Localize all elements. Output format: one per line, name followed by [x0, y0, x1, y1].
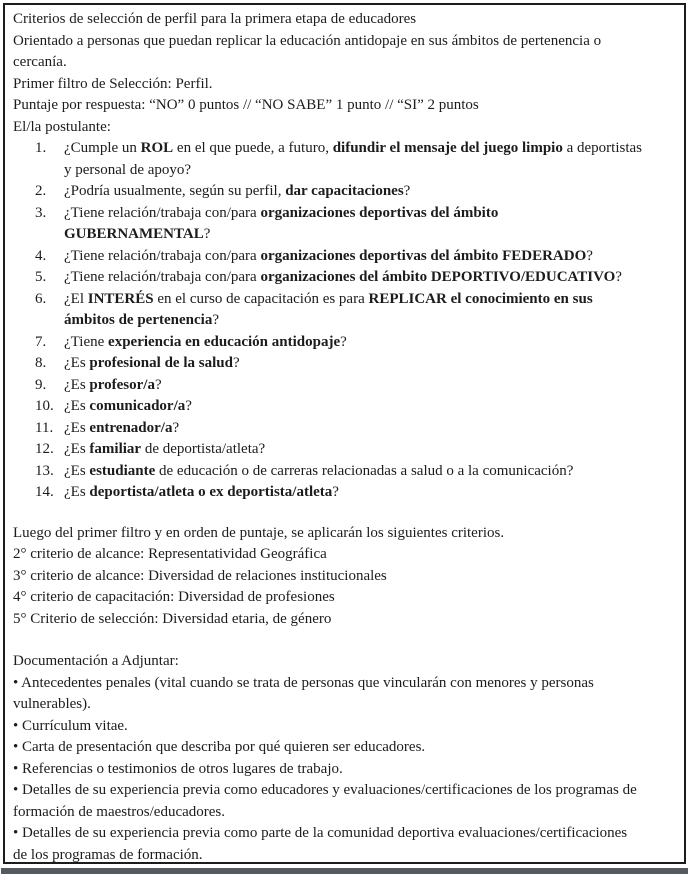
- list-item: [13, 138, 680, 160]
- list-item: [13, 353, 680, 375]
- text-run: Orientado a personas que puedan replicar la educación antidopaje en sus ámbitos de pertenencia o: [13, 32, 602, 49]
- text-line: [13, 566, 680, 588]
- list-number: 4.: [35, 247, 47, 264]
- text-run: • Referencias o testimonios de otros lugares de trabajo.: [13, 760, 343, 777]
- blank-line: [13, 630, 680, 651]
- list-number: 1.: [35, 140, 47, 156]
- bold-text-run: REPLICAR el conocimiento en sus: [368, 290, 593, 307]
- text-line: [13, 587, 680, 609]
- text-run: ¿Tiene relación/trabaja con/para: [64, 269, 261, 285]
- text-run: Criterios de selección de perfil para la primera etapa de educadores: [13, 11, 417, 27]
- text-run: 4° criterio de capacitación: Diversidad de profesiones: [13, 589, 335, 605]
- text-run: Luego del primer filtro y en orden de puntaje, se aplicarán los siguientes criterios.: [13, 524, 505, 541]
- list-item-continuation: [13, 310, 680, 332]
- text-run: ¿Es: [64, 462, 90, 479]
- bold-text-run: INTERÉS: [87, 290, 154, 307]
- list-number: 12.: [35, 441, 54, 457]
- text-run: ¿Podría usualmente, según su perfil,: [64, 183, 286, 199]
- text-run: ¿Es: [64, 484, 90, 500]
- text-run: ?: [212, 312, 219, 328]
- list-number: 6.: [35, 290, 47, 307]
- list-item: [13, 289, 680, 311]
- text-run: formación de maestros/educadores.: [13, 803, 225, 820]
- text-line: [13, 737, 680, 759]
- text-line: [13, 716, 680, 738]
- bold-text-run: difundir el mensaje del juego limpio: [332, 140, 563, 156]
- text-run: • Detalles de su experiencia previa como educadores y evaluaciones/certificaciones de los programas de: [13, 782, 637, 798]
- text-run: • Currículum vitae.: [13, 717, 128, 734]
- text-run: • Antecedentes penales (vital cuando se trata de personas que vincularán con menores y personas: [13, 674, 594, 691]
- text-line: [13, 673, 680, 695]
- text-line: [13, 117, 680, 139]
- text-line: [13, 845, 680, 865]
- text-line: [13, 759, 680, 781]
- list-item: [13, 375, 680, 397]
- bold-text-run: ámbitos de pertenencia: [64, 312, 213, 328]
- list-item: [13, 203, 680, 225]
- list-item: [13, 461, 680, 483]
- list-item: [13, 246, 680, 268]
- bold-text-run: organizaciones deportivas del ámbito FEDERADO: [260, 247, 587, 264]
- text-run: de deportista/atleta?: [141, 441, 266, 457]
- text-run: ?: [232, 355, 240, 371]
- text-line: [13, 780, 680, 802]
- bold-text-run: organizaciones del ámbito DEPORTIVO/EDUCATIVO: [260, 269, 616, 285]
- text-run: Primer filtro de Selección: Perfil.: [13, 75, 213, 92]
- text-line: [13, 802, 680, 824]
- list-number: 8.: [35, 355, 47, 371]
- text-run: ?: [172, 419, 180, 436]
- text-run: El/la postulante:: [13, 118, 111, 135]
- text-run: vulnerables).: [13, 696, 91, 712]
- text-run: ¿Cumple un: [64, 140, 141, 156]
- list-item-continuation: [13, 160, 680, 182]
- bold-text-run: experiencia en educación antidopaje: [108, 333, 341, 350]
- bold-text-run: ROL: [140, 140, 174, 156]
- list-item: [13, 332, 680, 354]
- text-run: ¿Es: [64, 419, 90, 436]
- list-number: 5.: [35, 269, 47, 285]
- text-run: 5° Criterio de selección: Diversidad etaria, de género: [13, 610, 332, 627]
- list-item: [13, 267, 680, 289]
- text-run: ¿Es: [64, 441, 90, 457]
- text-run: ¿Tiene relación/trabaja con/para: [64, 204, 261, 221]
- text-run: Documentación a Adjuntar:: [13, 653, 179, 669]
- text-run: a deportistas: [562, 140, 643, 156]
- text-run: y personal de apoyo?: [64, 161, 192, 178]
- text-run: ?: [154, 376, 162, 393]
- list-item: [13, 181, 680, 203]
- list-number: 7.: [35, 333, 47, 350]
- text-run: ?: [203, 226, 211, 242]
- text-run: • Carta de presentación que describa por qué quieren ser educadores.: [13, 739, 426, 755]
- text-line: [13, 31, 680, 53]
- document-border-box: [3, 3, 686, 864]
- text-run: en el curso de capacitación es para: [153, 290, 369, 307]
- list-number: 3.: [35, 204, 47, 221]
- list-number: 13.: [35, 462, 54, 479]
- bold-text-run: entrenador/a: [89, 419, 173, 436]
- list-item: [13, 396, 680, 418]
- text-run: ¿Tiene: [64, 333, 109, 350]
- text-run: 2° criterio de alcance: Representatividad Geográfica: [13, 546, 327, 562]
- text-run: Puntaje por respuesta: “NO” 0 puntos // “NO SABE” 1 punto // “SI” 2 puntos: [13, 97, 479, 113]
- list-item: [13, 418, 680, 440]
- text-run: de educación o de carreras relacionadas a salud o a la comunicación?: [155, 462, 574, 479]
- text-run: ¿El: [64, 290, 88, 307]
- list-number: 11.: [35, 419, 54, 436]
- text-line: [13, 823, 680, 845]
- bold-text-run: dar capacitaciones: [285, 183, 404, 199]
- text-run: cercanía.: [13, 54, 67, 70]
- bold-text-run: GUBERNAMENTAL: [64, 226, 204, 242]
- text-run: ¿Es: [64, 398, 90, 414]
- list-number: 2.: [35, 183, 47, 199]
- text-line: [13, 95, 680, 117]
- text-line: [13, 9, 680, 31]
- text-line: [13, 651, 680, 673]
- bold-text-run: organizaciones deportivas del ámbito: [260, 204, 499, 221]
- text-run: ¿Es: [64, 355, 90, 371]
- text-line: [13, 523, 680, 545]
- text-line: [13, 74, 680, 96]
- text-run: ¿Tiene relación/trabaja con/para: [64, 247, 261, 264]
- text-run: ?: [332, 484, 339, 500]
- text-line: [13, 694, 680, 716]
- text-run: en el que puede, a futuro,: [173, 140, 333, 156]
- text-run: 3° criterio de alcance: Diversidad de relaciones institucionales: [13, 567, 387, 584]
- text-run: ?: [185, 398, 192, 414]
- next-section-partial-bar: [1, 868, 688, 874]
- list-item: [13, 439, 680, 461]
- text-line: [13, 544, 680, 566]
- text-run: • Detalles de su experiencia previa como parte de la comunidad deportiva evaluaciones/certificaciones: [13, 825, 628, 841]
- bold-text-run: comunicador/a: [89, 398, 186, 414]
- text-line: [13, 52, 680, 74]
- list-item: [13, 482, 680, 504]
- list-number: 9.: [35, 376, 47, 393]
- list-number: 10.: [35, 398, 54, 414]
- list-item-continuation: [13, 224, 680, 246]
- document-body: [13, 9, 680, 864]
- text-run: ?: [586, 247, 593, 264]
- text-line: [13, 609, 680, 631]
- text-run: de los programas de formación.: [13, 846, 203, 863]
- bold-text-run: profesor/a: [89, 376, 155, 393]
- blank-line: [13, 504, 680, 523]
- text-run: ¿Es: [64, 376, 90, 393]
- bold-text-run: familiar: [89, 441, 142, 457]
- text-run: ?: [340, 333, 347, 350]
- bold-text-run: deportista/atleta o ex deportista/atleta: [89, 484, 333, 500]
- bold-text-run: estudiante: [89, 462, 156, 479]
- text-run: ?: [403, 183, 411, 199]
- bold-text-run: profesional de la salud: [89, 355, 233, 371]
- list-number: 14.: [35, 484, 54, 500]
- text-run: ?: [615, 269, 622, 285]
